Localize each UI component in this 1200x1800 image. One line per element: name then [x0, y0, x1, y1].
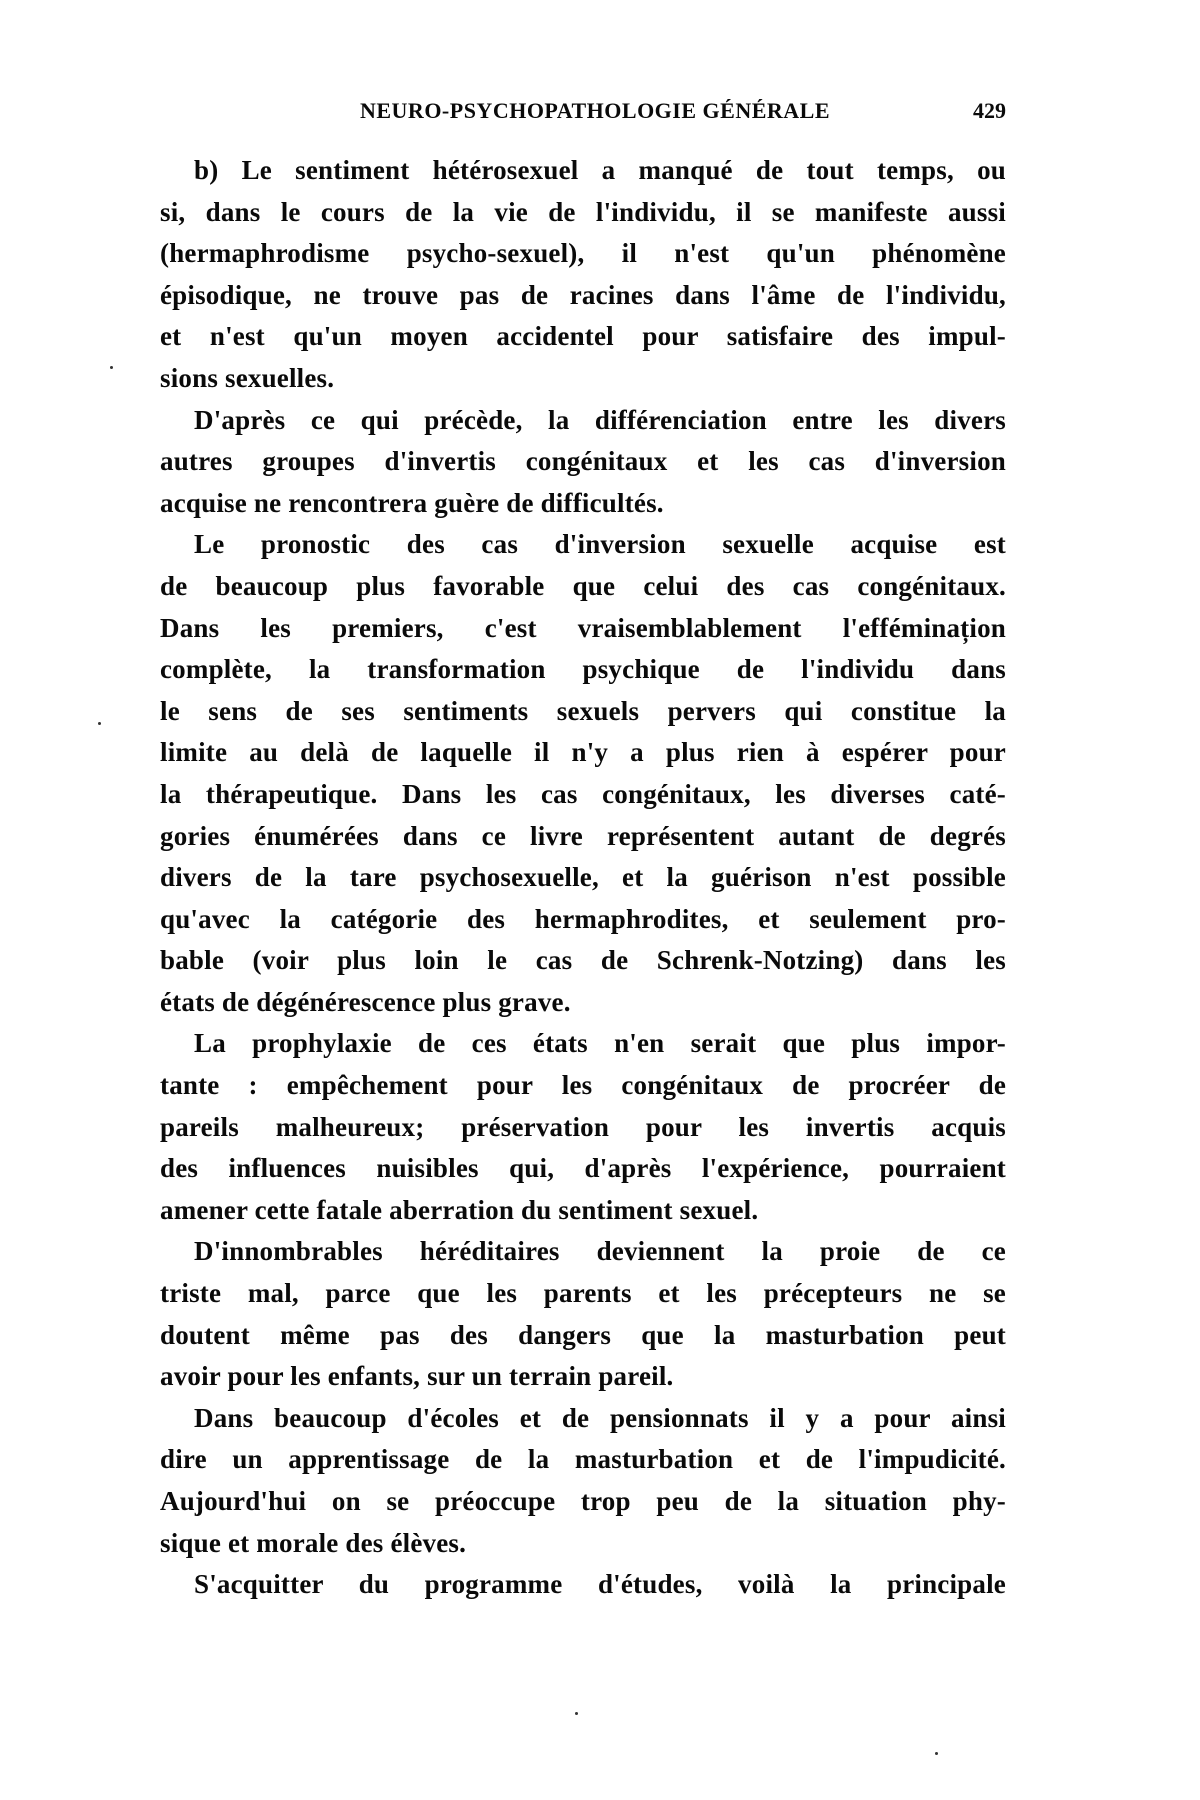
text-line: épisodique, ne trouve pas de racines dans l'âme de l'individu,	[160, 279, 1006, 310]
scan-speck	[98, 722, 101, 725]
text-line: D'après ce qui précède, la différenciation entre les divers	[194, 404, 1006, 435]
page-body	[160, 150, 1006, 1606]
scan-speck	[935, 1752, 938, 1755]
text-line: sique et morale des élèves.	[160, 1527, 467, 1558]
text-line: Aujourd'hui on se préoccupe trop peu de la situation phy-	[160, 1486, 1006, 1516]
page-number: 429	[973, 98, 1006, 123]
text-line: dire un apprentissage de la masturbation et de l'impudicité.	[160, 1444, 1006, 1475]
text-line: des influences nuisibles qui, d'après l'expérience, pourraient	[160, 1153, 1006, 1184]
text-line: S'acquitter du programme d'études, voilà la principale	[194, 1569, 1006, 1600]
paragraph	[160, 1398, 1006, 1564]
page-header	[160, 94, 1006, 128]
paragraph	[160, 1023, 1006, 1231]
paragraph	[160, 150, 1006, 400]
running-title: NEURO-PSYCHOPATHOLOGIE GÉNÉRALE	[359, 98, 830, 123]
text-line: doutent même pas des dangers que la masturbation peut	[160, 1319, 1006, 1350]
text-line: sions sexuelles.	[160, 362, 335, 393]
text-line: si, dans le cours de la vie de l'individu, il se manifeste aussi	[160, 196, 1006, 227]
paragraph	[160, 1231, 1006, 1397]
text-line: D'innombrables héréditaires deviennent la proie de ce	[194, 1236, 1006, 1267]
paragraph	[160, 524, 1006, 1023]
text-line: le sens de ses sentiments sexuels pervers qui constitue la	[160, 695, 1006, 726]
text-line: Dans les premiers, c'est vraisemblablement l'efféminațion	[160, 612, 1006, 643]
text-line: Le pronostic des cas d'inversion sexuelle acquise est	[194, 529, 1006, 560]
paragraph	[160, 400, 1006, 525]
text-line: avoir pour les enfants, sur un terrain pareil.	[160, 1361, 674, 1392]
paragraph	[160, 1564, 1006, 1606]
text-line: Dans beaucoup d'écoles et de pensionnats il y a pour ainsi	[194, 1402, 1006, 1433]
scan-speck	[575, 1712, 578, 1715]
text-line: pareils malheureux; préservation pour les invertis acquis	[160, 1111, 1006, 1142]
text-line: de beaucoup plus favorable que celui des cas congénitaux.	[160, 570, 1006, 601]
text-line: b) Le sentiment hétérosexuel a manqué de tout temps, ou	[194, 155, 1006, 185]
text-line: triste mal, parce que les parents et les précepteurs ne se	[160, 1278, 1006, 1309]
text-line: et n'est qu'un moyen accidentel pour satisfaire des impul-	[160, 321, 1006, 352]
text-line: (hermaphrodisme psycho-sexuel), il n'est qu'un phénomène	[160, 238, 1006, 269]
text-line: complète, la transformation psychique de l'individu dans	[160, 654, 1006, 685]
scan-speck	[110, 366, 113, 369]
text-line: la thérapeutique. Dans les cas congénitaux, les diverses caté-	[160, 778, 1006, 809]
text-line: gories énumérées dans ce livre représentent autant de degrés	[160, 820, 1006, 851]
text-line: limite au delà de laquelle il n'y a plus rien à espérer pour	[160, 737, 1006, 768]
text-line: bable (voir plus loin le cas de Schrenk-Notzing) dans les	[160, 945, 1006, 976]
text-line: amener cette fatale aberration du sentiment sexuel.	[160, 1194, 759, 1225]
text-line: qu'avec la catégorie des hermaphrodites, et seulement pro-	[160, 903, 1006, 934]
text-line: autres groupes d'invertis congénitaux et les cas d'inversion	[160, 446, 1006, 477]
text-line: acquise ne rencontrera guère de difficultés.	[160, 487, 664, 518]
text-line: états de dégénérescence plus grave.	[160, 986, 571, 1017]
text-line: La prophylaxie de ces états n'en serait que plus impor-	[194, 1028, 1006, 1059]
text-line: divers de la tare psychosexuelle, et la guérison n'est possible	[160, 862, 1006, 893]
text-line: tante : empêchement pour les congénitaux de procréer de	[160, 1070, 1006, 1101]
